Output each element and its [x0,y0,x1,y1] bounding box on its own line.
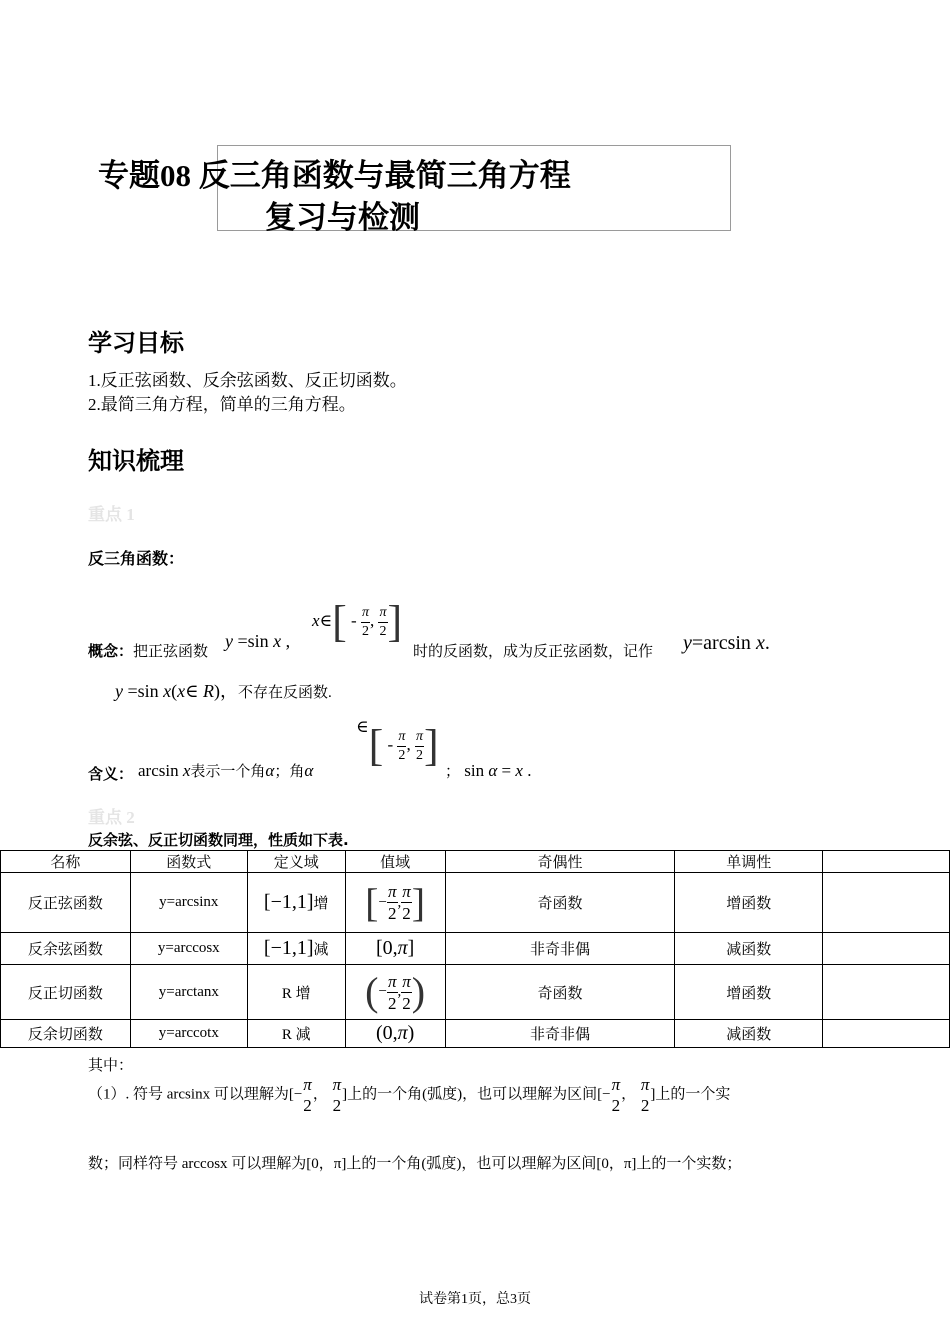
header-domain: 定义域 [247,851,345,873]
notes-label: 其中： [88,1058,134,1074]
key-point-1: 重点 1 [88,505,135,524]
concept-label: 概念： [88,644,134,660]
row-formula: y=arccotx [130,1020,247,1048]
note-1-part-b: ]上的一个角(弧度)，也可以理解为区间[ [342,1086,603,1103]
meaning-text-3: ； [445,764,461,780]
concept-line [88,640,208,661]
header-monotonicity: 单调性 [675,851,823,873]
row-name: 反正弦函数 [1,873,131,933]
table-row [1,873,950,933]
meaning-text-1: 表示一个角 [190,764,266,780]
row-trend: 减函数 [675,933,823,965]
table-row [1,933,950,965]
row-range: (− $\frac{\pi}{2}$ , $\frac{\pi}{2}$ ) [345,965,445,1020]
note-1-part-c: ]上的一个实 [650,1086,731,1103]
row-trend: 增函数 [675,965,823,1020]
row-range: [0,π] [345,933,445,965]
row-parity: 非奇非偶 [445,933,675,965]
row-domain: [−1,1]增 [247,873,345,933]
concept-text-3: 不存在反函数. [238,685,332,701]
header-parity: 奇偶性 [445,851,675,873]
row-parity: 非奇非偶 [445,1020,675,1048]
table-row [1,965,950,1020]
row-empty [823,933,950,965]
arcsin-heading: 反三角函数： [88,549,185,568]
row-domain: R 减 [247,1020,345,1048]
meaning-label: 含义： [88,767,134,783]
row-empty [823,873,950,933]
row-trend: 增函数 [675,873,823,933]
knowledge-heading: 知识梳理 [88,447,184,475]
sin-real-formula: y =sin x(x∈ R)，不存在反函数. [115,681,332,701]
concept-text-2: 时的反函数，成为反正弦函数，记作 [413,644,654,660]
note-2: 数；同样符号 arccosx 可以理解为[0，π]上的一个角(弧度)，也可以理解为区间[0，π]上的一个实数； [88,1156,742,1172]
domain-interval: x∈[ - $\frac{\pi}{2}$ , $\frac{\pi}{2}$ ] [312,597,403,646]
page-footer: 试卷第1页，总3页 [419,1292,531,1307]
range-interval: ∈[ - $\frac{\pi}{2}$ , $\frac{\pi}{2}$ ] [356,716,439,770]
header-formula: 函数式 [130,851,247,873]
note-1-part-a: （1）. 符号 arcsinx 可以理解为[ [88,1086,294,1103]
arcsin-meaning: arcsin x表示一个角α；角α [138,761,314,780]
concept-text-1: 把正弦函数 [133,644,209,660]
row-name: 反余弦函数 [1,933,131,965]
row-name: 反正切函数 [1,965,131,1020]
meaning-line [88,763,133,784]
row-mono: 增 [313,896,329,912]
row-parity: 奇函数 [445,965,675,1020]
row-formula: y=arcsinx [130,873,247,933]
row-domain: [−1,1]减 [247,933,345,965]
table-intro: 反余弦、反正切函数同理，性质如下表. [88,831,349,849]
row-trend: 减函数 [675,1020,823,1048]
header-range: 值域 [345,851,445,873]
properties-table [0,850,950,1048]
goal-item-1: 1.反正弦函数、反余弦函数、反正切函数。 [88,371,407,390]
row-domain: R 增 [247,965,345,1020]
page-title: 专题08 反三角函数与最简三角方程 [98,158,571,193]
arcsin-formula: y=arcsin x. [683,632,770,654]
meaning-text-2: ；角 [274,764,305,780]
sin-formula: y =sin x , [225,631,291,651]
key-point-2: 重点 2 [88,808,135,827]
header-empty [823,851,950,873]
row-range: (0,π) [345,1020,445,1048]
page-subtitle: 复习与检测 [265,200,420,235]
table-header-row [1,851,950,873]
row-empty [823,1020,950,1048]
sin-alpha-formula: ； sin α = x . [445,761,532,780]
header-name: 名称 [1,851,131,873]
row-formula: y=arccosx [130,933,247,965]
row-empty [823,965,950,1020]
row-range: [− $\frac{\pi}{2}$ , $\frac{\pi}{2}$ ] [345,873,445,933]
row-formula: y=arctanx [130,965,247,1020]
row-parity: 奇函数 [445,873,675,933]
row-mono: 减 [313,942,329,958]
goals-heading: 学习目标 [88,329,184,357]
note-1: （1）. 符号 arcsinx 可以理解为[− π 2 ， π 2 ]上的一个角(弧度)，也可以理解为区间[− π 2 ， π 2 ]上的一个实 [88,1075,731,1115]
goal-item-2: 2.最简三角方程，简单的三角方程。 [88,395,356,414]
table-row [1,1020,950,1048]
row-name: 反余切函数 [1,1020,131,1048]
